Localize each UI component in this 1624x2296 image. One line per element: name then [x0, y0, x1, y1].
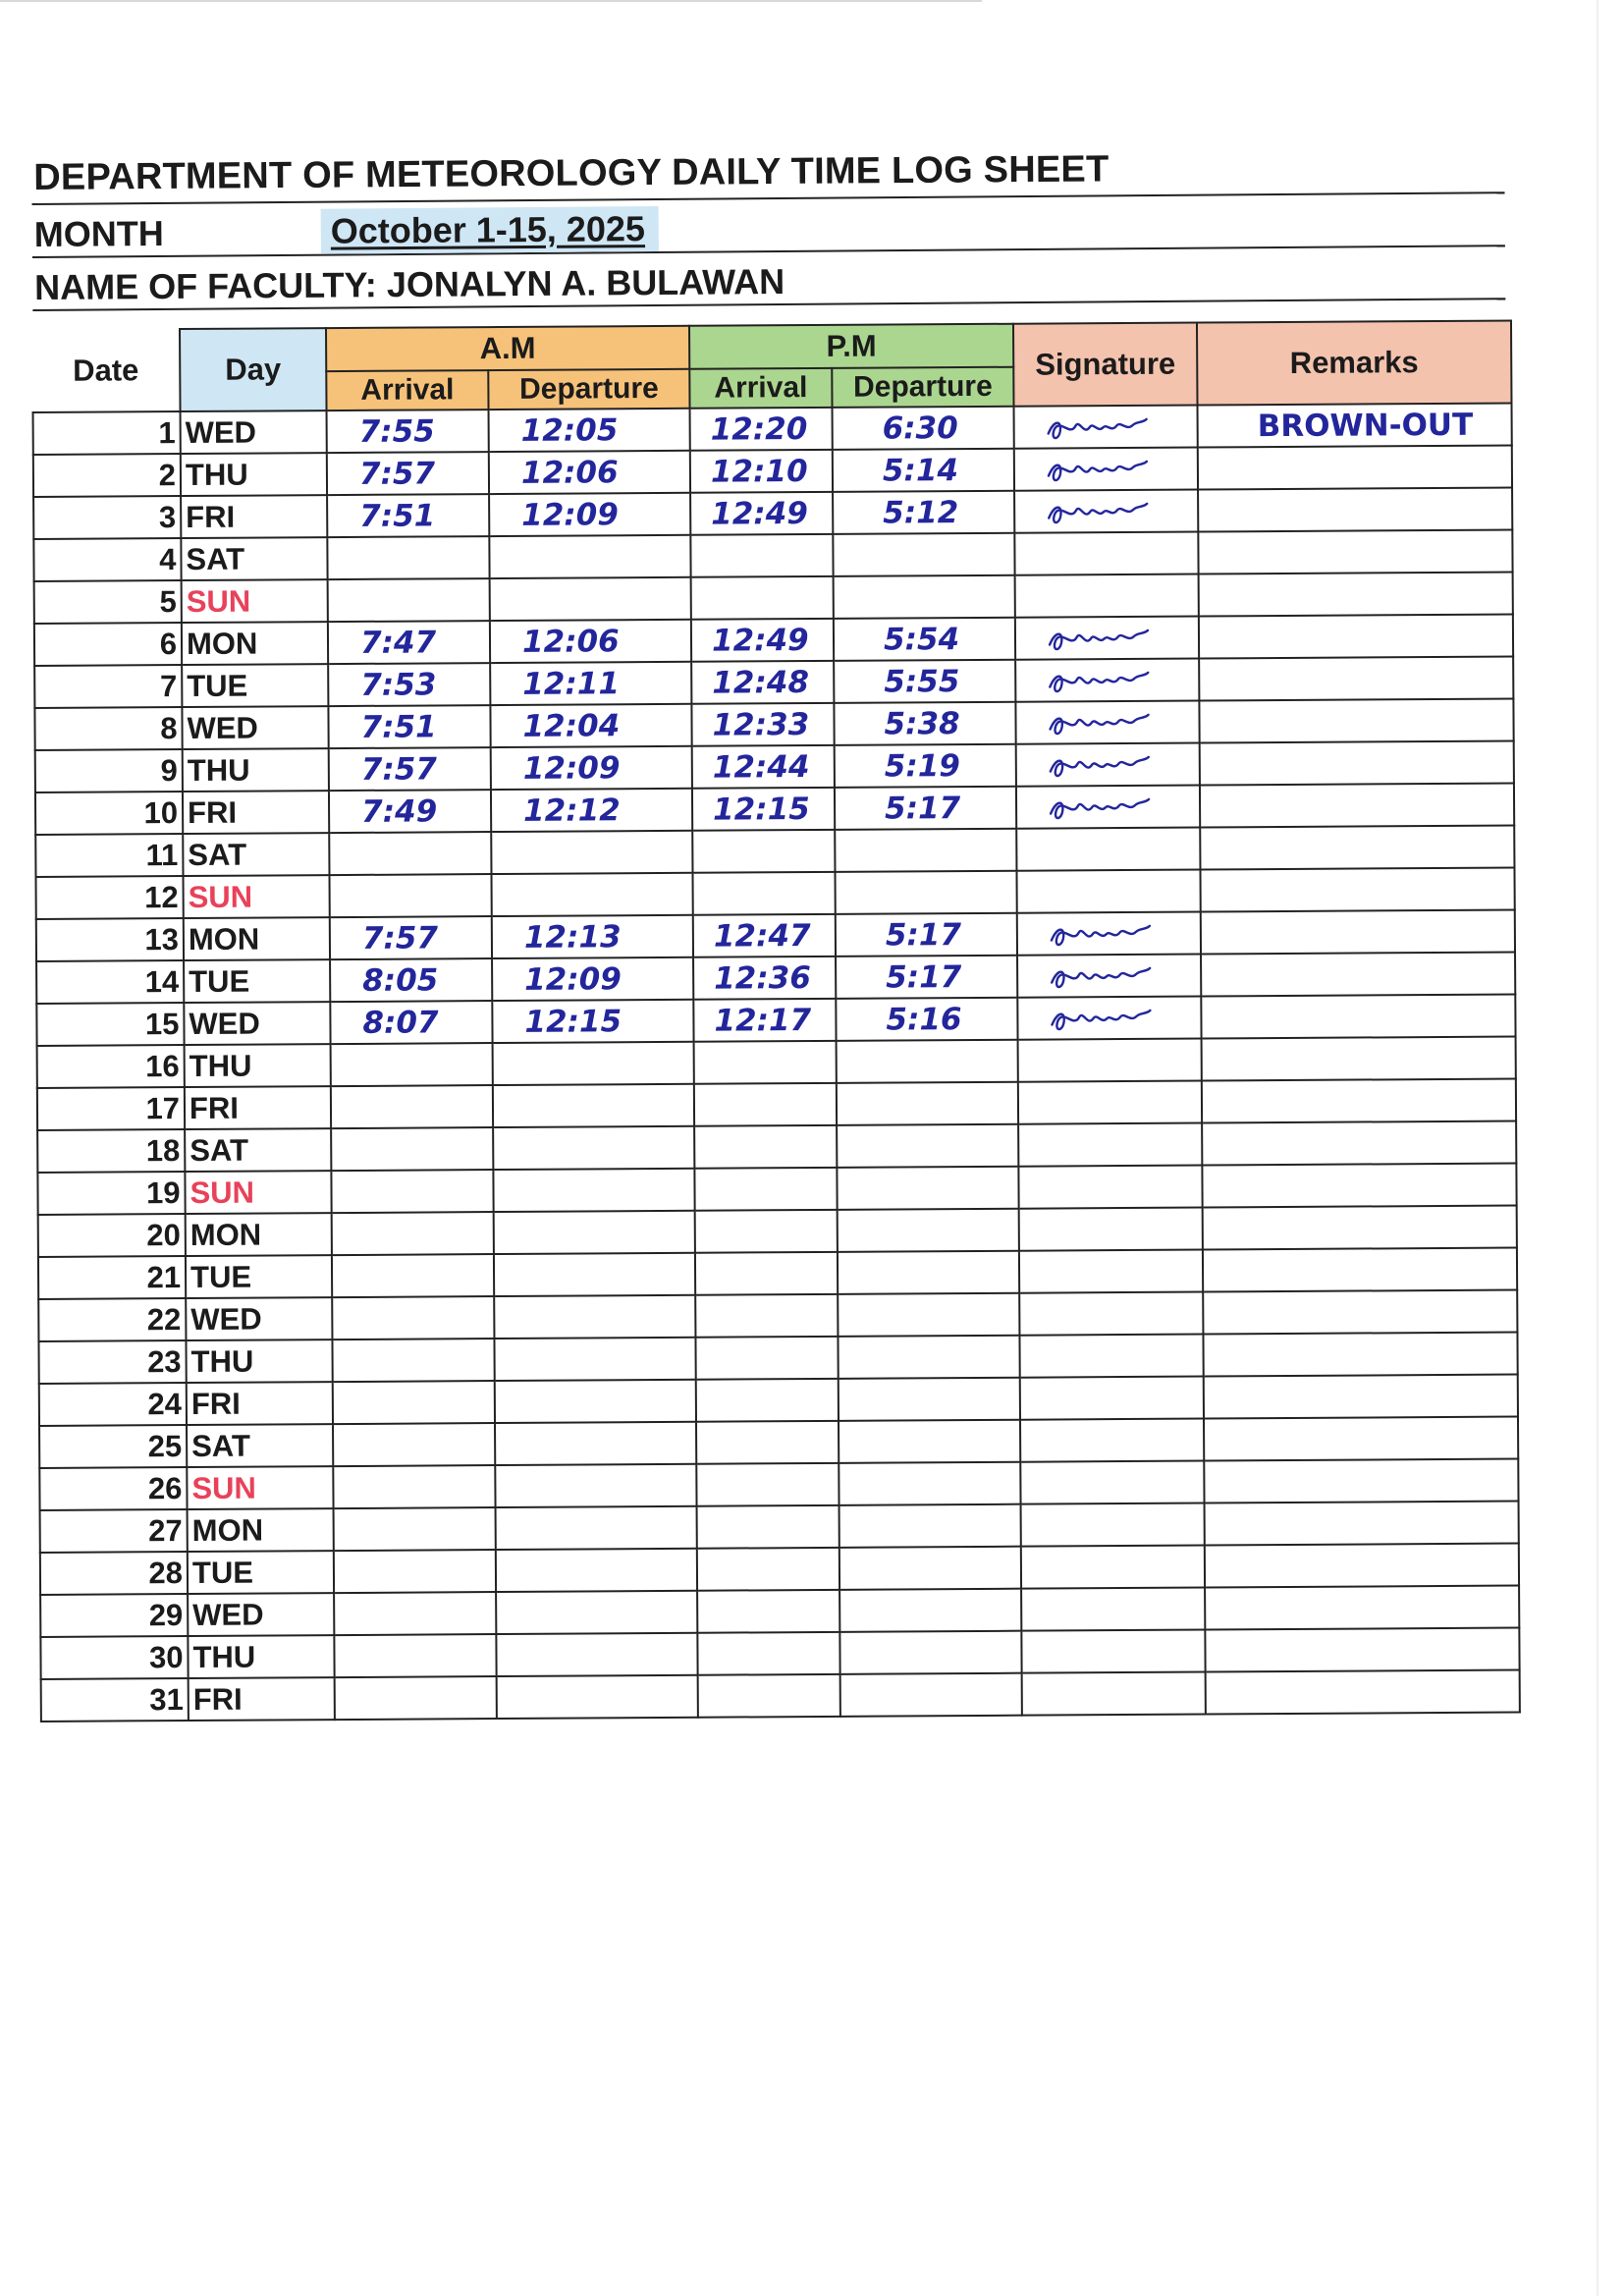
handwritten-signature-icon: [1048, 1003, 1156, 1037]
remarks-cell: [1202, 1079, 1516, 1123]
pm-departure-cell: 5:16: [836, 998, 1017, 1041]
remarks-cell: [1202, 1121, 1516, 1166]
pm-arrival-cell: 12:49: [691, 619, 834, 662]
pm-departure-cell: 5:12: [833, 491, 1014, 534]
am-departure-cell: [495, 1464, 696, 1507]
pm-arrival-cell: 12:17: [693, 999, 836, 1042]
am-arrival-cell: [333, 1381, 495, 1424]
faculty-row: [32, 246, 1505, 311]
day-cell: THU: [188, 1635, 334, 1678]
pm-departure-cell: 5:17: [836, 956, 1017, 999]
pm-arrival-cell: 12:47: [693, 914, 836, 957]
day-cell: SAT: [181, 537, 327, 580]
day-cell: SAT: [185, 1128, 331, 1172]
date-cell: 20: [38, 1214, 186, 1257]
pm-arrival-cell: [694, 1083, 837, 1126]
date-cell: 16: [37, 1045, 185, 1088]
pm-departure-cell: 5:19: [835, 744, 1016, 788]
remarks-cell: [1199, 615, 1513, 659]
am-departure-cell: 12:09: [492, 957, 693, 1001]
pm-departure-cell: [837, 1040, 1018, 1083]
day-cell: WED: [186, 1297, 332, 1340]
am-arrival-cell: [332, 1212, 494, 1255]
signature-cell: [1018, 1039, 1202, 1082]
am-arrival-cell: [335, 1676, 497, 1720]
signature-cell: [1022, 1672, 1206, 1716]
am-arrival-cell: 7:53: [328, 663, 490, 706]
am-departure-cell: 12:06: [490, 620, 691, 663]
signature-cell: [1016, 828, 1200, 871]
date-cell: 28: [40, 1552, 188, 1595]
faculty-label: NAME OF FACULTY:: [34, 264, 377, 307]
pm-departure-cell: 5:38: [834, 702, 1015, 745]
day-cell: FRI: [183, 791, 329, 834]
day-cell: TUE: [184, 959, 330, 1003]
header-day: Day: [180, 328, 327, 411]
pm-departure-cell: [839, 1589, 1021, 1632]
date-cell: 24: [39, 1383, 187, 1426]
signature-cell: [1014, 406, 1198, 449]
pm-arrival-cell: [696, 1421, 839, 1464]
date-cell: 7: [34, 665, 182, 708]
remarks-cell: [1203, 1206, 1517, 1250]
am-arrival-cell: [333, 1465, 495, 1508]
pm-arrival-cell: [697, 1590, 839, 1633]
am-departure-cell: 12:09: [489, 493, 690, 536]
handwritten-signature-icon: [1045, 411, 1153, 446]
remarks-cell: [1203, 1333, 1517, 1377]
pm-departure-cell: [838, 1251, 1019, 1294]
signature-cell: [1016, 786, 1200, 829]
remarks-cell: [1205, 1502, 1519, 1546]
remarks-cell: [1198, 488, 1512, 532]
day-cell: SUN: [185, 1171, 331, 1214]
pm-departure-cell: 6:30: [833, 407, 1014, 450]
remarks-cell: [1203, 1248, 1517, 1292]
day-cell: WED: [184, 1002, 330, 1045]
signature-cell: [1020, 1419, 1204, 1462]
am-departure-cell: [496, 1549, 697, 1592]
am-arrival-cell: [334, 1507, 496, 1551]
am-departure-cell: [494, 1253, 695, 1296]
remarks-cell: [1206, 1670, 1520, 1715]
date-cell: 8: [34, 707, 182, 750]
am-arrival-cell: [332, 1296, 494, 1339]
remarks-cell: [1200, 868, 1514, 912]
pm-departure-cell: [839, 1462, 1020, 1505]
pm-arrival-cell: [694, 1125, 837, 1169]
date-cell: 1: [33, 411, 181, 455]
pm-departure-cell: [838, 1336, 1019, 1379]
am-arrival-cell: [331, 1043, 493, 1086]
handwritten-signature-icon: [1048, 918, 1156, 953]
pm-departure-cell: [837, 1124, 1018, 1168]
am-arrival-cell: [334, 1592, 496, 1635]
date-cell: 19: [37, 1172, 185, 1215]
remarks-cell: [1202, 1037, 1516, 1081]
signature-cell: [1021, 1503, 1205, 1547]
am-arrival-cell: [333, 1423, 495, 1466]
date-cell: 3: [33, 496, 181, 539]
pm-arrival-cell: 12:20: [690, 408, 833, 451]
signature-cell: [1015, 617, 1199, 660]
am-arrival-cell: [330, 874, 492, 917]
am-departure-cell: [493, 1126, 694, 1170]
signature-cell: [1017, 912, 1201, 956]
pm-arrival-cell: [695, 1252, 838, 1295]
remarks-cell: [1198, 530, 1512, 574]
pm-arrival-cell: [692, 872, 835, 915]
signature-cell: [1014, 448, 1198, 491]
day-cell: THU: [185, 1044, 331, 1087]
am-departure-cell: 12:05: [489, 409, 690, 452]
pm-arrival-cell: 12:36: [693, 957, 836, 1000]
pm-arrival-cell: 12:48: [691, 661, 834, 704]
handwritten-signature-icon: [1045, 496, 1153, 530]
am-arrival-cell: 7:55: [327, 410, 489, 453]
day-cell: MON: [186, 1213, 332, 1256]
am-departure-cell: 12:13: [492, 915, 693, 958]
am-departure-cell: [496, 1591, 697, 1634]
date-cell: 27: [40, 1509, 188, 1553]
am-arrival-cell: 8:05: [330, 958, 492, 1002]
am-departure-cell: [495, 1380, 696, 1423]
handwritten-signature-icon: [1046, 665, 1154, 699]
am-departure-cell: 12:15: [492, 1000, 693, 1043]
log-table: [31, 320, 1521, 1722]
pm-departure-cell: 5:17: [836, 913, 1017, 957]
pm-arrival-cell: [694, 1168, 837, 1211]
date-cell: 22: [38, 1298, 186, 1341]
header-signature: Signature: [1013, 323, 1198, 407]
day-cell: MON: [188, 1508, 334, 1552]
date-cell: 29: [40, 1594, 188, 1637]
handwritten-signature-icon: [1046, 623, 1154, 657]
am-departure-cell: [493, 1084, 694, 1127]
signature-cell: [1015, 701, 1199, 744]
pm-arrival-cell: [695, 1294, 838, 1338]
date-cell: 5: [34, 580, 182, 624]
pm-departure-cell: 5:55: [834, 660, 1015, 703]
handwritten-signature-icon: [1048, 960, 1156, 995]
header-pm-arrival: Arrival: [689, 368, 832, 409]
pm-arrival-cell: [697, 1632, 839, 1675]
day-cell: MON: [184, 917, 330, 960]
header-pm: P.M: [689, 324, 1013, 369]
am-arrival-cell: 7:51: [327, 494, 489, 537]
day-cell: SAT: [183, 833, 329, 876]
pm-departure-cell: [834, 575, 1015, 619]
am-arrival-cell: 7:49: [329, 790, 491, 833]
date-cell: 4: [33, 538, 181, 581]
am-departure-cell: 12:06: [489, 451, 690, 494]
date-cell: 30: [40, 1636, 188, 1679]
am-arrival-cell: [334, 1550, 496, 1593]
date-cell: 23: [38, 1340, 186, 1384]
am-departure-cell: 12:11: [490, 662, 691, 705]
signature-cell: [1014, 532, 1198, 575]
date-cell: 18: [37, 1129, 185, 1173]
signature-cell: [1021, 1546, 1205, 1589]
am-arrival-cell: [331, 1127, 493, 1171]
signature-cell: [1015, 659, 1199, 702]
pm-arrival-cell: 12:33: [691, 703, 834, 746]
day-cell: TUE: [186, 1255, 332, 1298]
signature-cell: [1014, 490, 1198, 533]
month-label: MONTH: [33, 212, 164, 254]
signature-cell: [1021, 1588, 1205, 1631]
pm-arrival-cell: 12:44: [692, 745, 835, 789]
am-departure-cell: [495, 1422, 696, 1465]
day-cell: WED: [182, 706, 328, 749]
table-row: [41, 1670, 1520, 1722]
header-am: A.M: [326, 326, 689, 371]
signature-cell: [1018, 1123, 1202, 1167]
signature-cell: [1018, 1166, 1202, 1209]
remarks-cell: [1200, 826, 1514, 870]
day-cell: THU: [183, 748, 329, 792]
remarks-cell: [1204, 1375, 1518, 1419]
handwritten-signature-icon: [1046, 707, 1154, 741]
date-cell: 9: [35, 749, 183, 793]
am-departure-cell: [491, 831, 692, 874]
pm-departure-cell: [839, 1420, 1020, 1463]
pm-departure-cell: [835, 871, 1016, 914]
day-cell: FRI: [189, 1677, 335, 1721]
remarks-cell: [1202, 1164, 1516, 1208]
log-table-body: [33, 404, 1520, 1722]
remarks-cell: [1199, 573, 1513, 617]
am-arrival-cell: 7:51: [328, 705, 490, 748]
day-cell: TUE: [188, 1551, 334, 1594]
pm-departure-cell: [838, 1209, 1019, 1252]
pm-departure-cell: [837, 1082, 1018, 1125]
remarks-cell: [1199, 657, 1513, 701]
am-departure-cell: [489, 535, 690, 578]
date-cell: 26: [39, 1467, 187, 1510]
pm-departure-cell: 5:54: [834, 618, 1015, 661]
pm-arrival-cell: [691, 576, 834, 620]
remarks-cell: [1201, 953, 1515, 997]
day-cell: FRI: [185, 1086, 331, 1129]
am-departure-cell: [494, 1295, 695, 1339]
pm-departure-cell: 5:14: [833, 449, 1014, 492]
signature-cell: [1020, 1461, 1204, 1504]
date-cell: 10: [35, 792, 183, 835]
scan-right-edge: [1597, 0, 1598, 2296]
handwritten-signature-icon: [1047, 749, 1155, 784]
pm-arrival-cell: [695, 1210, 838, 1253]
am-departure-cell: [493, 1042, 694, 1085]
remarks-cell: [1199, 699, 1513, 743]
header-remarks: Remarks: [1197, 321, 1512, 406]
am-departure-cell: 12:09: [491, 746, 692, 790]
scan-top-edge: [0, 0, 982, 2]
am-departure-cell: [494, 1211, 695, 1254]
faculty-name: JONALYN A. BULAWAN: [386, 260, 785, 305]
am-departure-cell: [497, 1675, 698, 1719]
day-cell: FRI: [181, 495, 327, 538]
signature-cell: [1017, 955, 1201, 998]
day-cell: SUN: [184, 875, 330, 918]
am-arrival-cell: 7:57: [329, 747, 491, 791]
signature-cell: [1016, 743, 1200, 787]
pm-departure-cell: [838, 1293, 1019, 1337]
signature-cell: [1019, 1292, 1203, 1336]
am-arrival-cell: 7:57: [327, 452, 489, 495]
signature-cell: [1019, 1250, 1203, 1293]
date-cell: 12: [36, 876, 184, 919]
header-am-arrival: Arrival: [326, 370, 488, 410]
handwritten-signature-icon: [1045, 454, 1153, 488]
am-arrival-cell: [334, 1634, 496, 1677]
am-departure-cell: 12:04: [490, 704, 691, 747]
remarks-cell: [1204, 1459, 1518, 1503]
date-cell: 14: [36, 960, 184, 1004]
pm-arrival-cell: [696, 1463, 839, 1506]
header-pm-departure: Departure: [832, 367, 1013, 408]
date-cell: 25: [39, 1425, 187, 1468]
date-cell: 31: [41, 1678, 189, 1722]
am-arrival-cell: [329, 832, 491, 875]
pm-departure-cell: [837, 1167, 1018, 1210]
am-arrival-cell: [331, 1170, 493, 1213]
day-cell: SAT: [187, 1424, 333, 1467]
pm-arrival-cell: [696, 1379, 839, 1422]
log-table-wrapper: [31, 320, 1521, 1722]
header-am-departure: Departure: [488, 369, 689, 410]
pm-departure-cell: [839, 1547, 1021, 1590]
date-cell: 13: [36, 918, 184, 961]
pm-arrival-cell: 12:49: [690, 492, 833, 535]
am-arrival-cell: [332, 1254, 494, 1297]
sheet-header: [31, 126, 1505, 311]
pm-arrival-cell: [694, 1041, 837, 1084]
remarks-cell: [1205, 1544, 1519, 1588]
date-cell: 15: [36, 1003, 184, 1046]
am-departure-cell: 12:12: [491, 789, 692, 832]
pm-departure-cell: [840, 1673, 1022, 1717]
remarks-cell: [1198, 446, 1512, 490]
day-cell: FRI: [187, 1382, 333, 1425]
pm-departure-cell: 5:17: [835, 787, 1016, 830]
sheet-title: DEPARTMENT OF METEOROLOGY DAILY TIME LOG SHEET: [31, 126, 1504, 205]
signature-cell: [1015, 574, 1199, 618]
day-cell: MON: [182, 622, 328, 665]
remarks-cell: [1205, 1628, 1519, 1672]
remarks-cell: [1200, 784, 1514, 828]
pm-arrival-cell: 12:15: [692, 788, 835, 831]
am-departure-cell: [490, 577, 691, 621]
header-date: Date: [73, 352, 139, 388]
signature-cell: [1017, 997, 1201, 1040]
pm-arrival-cell: [697, 1548, 839, 1591]
remarks-cell: [1201, 995, 1515, 1039]
am-arrival-cell: 7:47: [328, 621, 490, 664]
am-arrival-cell: [328, 578, 490, 622]
pm-arrival-cell: [698, 1674, 840, 1718]
pm-departure-cell: [839, 1631, 1021, 1674]
am-arrival-cell: 7:57: [330, 916, 492, 959]
signature-cell: [1016, 870, 1200, 913]
pm-arrival-cell: [692, 830, 835, 873]
remarks-cell: [1200, 741, 1514, 786]
day-cell: WED: [188, 1593, 334, 1636]
pm-departure-cell: [839, 1378, 1020, 1421]
signature-cell: [1021, 1630, 1205, 1673]
am-departure-cell: [494, 1338, 695, 1381]
pm-arrival-cell: [697, 1505, 839, 1549]
am-arrival-cell: [331, 1085, 493, 1128]
date-cell: 17: [37, 1087, 185, 1130]
remarks-cell: [1201, 910, 1515, 955]
signature-cell: [1019, 1208, 1203, 1251]
am-arrival-cell: [327, 536, 489, 579]
pm-departure-cell: [835, 829, 1016, 872]
date-cell: 2: [33, 454, 181, 497]
date-cell: 21: [38, 1256, 186, 1299]
remarks-cell: BROWN-OUT: [1198, 404, 1512, 448]
signature-cell: [1019, 1335, 1203, 1378]
date-cell: 11: [35, 834, 183, 877]
am-departure-cell: [491, 873, 692, 916]
handwritten-signature-icon: [1047, 792, 1155, 826]
remarks-cell: [1204, 1417, 1518, 1461]
am-arrival-cell: 8:07: [330, 1001, 492, 1044]
am-departure-cell: [496, 1506, 697, 1550]
month-value: October 1-15, 2025: [321, 206, 660, 254]
pm-departure-cell: [839, 1504, 1021, 1548]
pm-arrival-cell: 12:10: [690, 450, 833, 493]
pm-departure-cell: [833, 533, 1014, 576]
signature-cell: [1018, 1081, 1202, 1124]
date-cell: 6: [34, 623, 182, 666]
pm-arrival-cell: [690, 534, 833, 577]
signature-cell: [1020, 1377, 1204, 1420]
day-cell: WED: [181, 410, 327, 454]
day-cell: SUN: [187, 1466, 333, 1509]
am-departure-cell: [496, 1633, 697, 1676]
am-departure-cell: [493, 1169, 694, 1212]
day-cell: SUN: [182, 579, 328, 623]
day-cell: THU: [181, 453, 327, 496]
day-cell: THU: [186, 1339, 332, 1383]
remarks-cell: [1205, 1586, 1519, 1630]
pm-arrival-cell: [695, 1337, 838, 1380]
day-cell: TUE: [182, 664, 328, 707]
am-arrival-cell: [332, 1339, 494, 1382]
remarks-cell: [1203, 1290, 1517, 1335]
